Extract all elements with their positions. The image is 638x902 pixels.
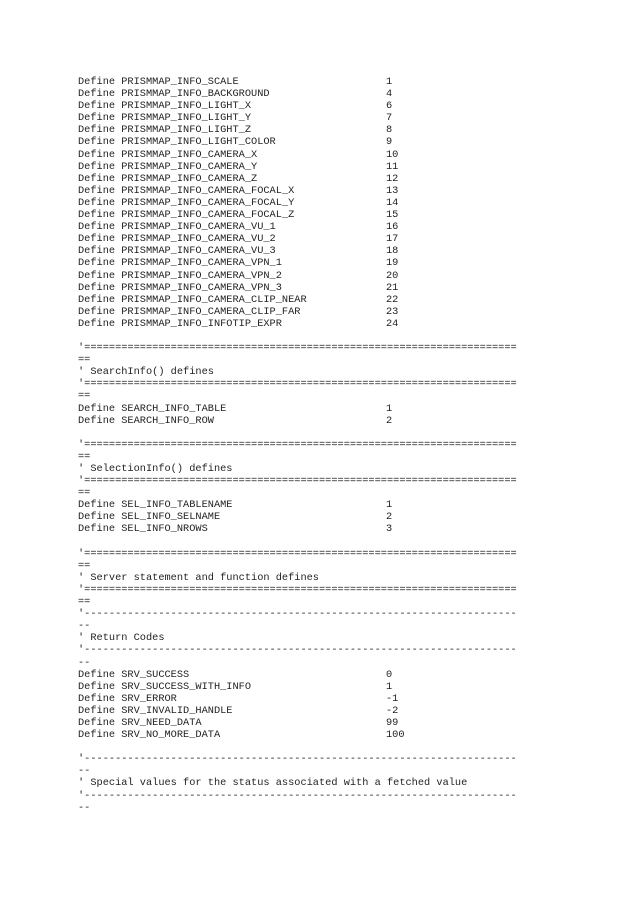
- define-line: [78, 499, 568, 511]
- comment-line: ==: [78, 487, 91, 500]
- define-line: [78, 403, 568, 415]
- define-name: Define PRISMMAP_INFO_LIGHT_Z: [78, 124, 252, 137]
- define-line: [78, 257, 568, 269]
- comment-line: ==: [78, 450, 91, 463]
- define-line: [78, 136, 568, 148]
- define-value: 19: [386, 257, 399, 270]
- define-value: 1: [386, 499, 393, 512]
- comment-line: ==: [78, 354, 91, 367]
- define-name: Define PRISMMAP_INFO_CAMERA_VPN_2: [78, 269, 282, 282]
- define-value: 2: [386, 511, 393, 524]
- define-line: [78, 511, 568, 523]
- define-value: 21: [386, 281, 399, 294]
- define-line: [78, 681, 568, 693]
- define-line: [78, 197, 568, 209]
- define-value: 1: [386, 76, 393, 88]
- define-value: 12: [386, 172, 399, 185]
- define-line: [78, 124, 568, 136]
- define-value: 1: [386, 680, 393, 693]
- define-name: Define SEL_INFO_TABLENAME: [78, 499, 233, 512]
- define-line: [78, 282, 568, 294]
- define-name: Define PRISMMAP_INFO_SCALE: [78, 76, 239, 88]
- define-line: [78, 161, 568, 173]
- define-line: [78, 415, 568, 427]
- define-name: Define PRISMMAP_INFO_CAMERA_CLIP_FAR: [78, 305, 301, 318]
- define-value: 10: [386, 148, 399, 161]
- comment-line: ==: [78, 559, 91, 572]
- define-name: Define PRISMMAP_INFO_BACKGROUND: [78, 88, 270, 101]
- define-name: Define SRV_SUCCESS_WITH_INFO: [78, 680, 252, 693]
- comment-line: ==: [78, 390, 91, 403]
- define-value: 24: [386, 317, 399, 330]
- define-value: 17: [386, 233, 399, 246]
- define-name: Define PRISMMAP_INFO_LIGHT_X: [78, 100, 252, 113]
- define-name: Define SEL_INFO_SELNAME: [78, 511, 221, 524]
- comment-line: ' SelectionInfo() defines: [78, 463, 233, 475]
- define-value: 4: [386, 88, 393, 101]
- define-line: [78, 318, 568, 330]
- define-line: [78, 209, 568, 221]
- define-name: Define SRV_SUCCESS: [78, 668, 190, 681]
- blank-line: [78, 330, 568, 342]
- define-name: Define SRV_ERROR: [78, 692, 177, 705]
- define-line: [78, 693, 568, 705]
- define-line: [78, 173, 568, 185]
- define-name: Define PRISMMAP_INFO_INFOTIP_EXPR: [78, 317, 282, 330]
- comment-line: '----------------------------------------------------------------------: [78, 789, 517, 802]
- define-line: [78, 88, 568, 100]
- define-line: [78, 112, 568, 124]
- define-value: 6: [386, 100, 393, 113]
- define-name: Define PRISMMAP_INFO_CAMERA_FOCAL_Z: [78, 209, 295, 222]
- blank-line: [78, 536, 568, 548]
- code-listing: [78, 76, 568, 814]
- comment-line: '----------------------------------------------------------------------: [78, 608, 517, 621]
- comment-line: ' Server statement and function defines: [78, 571, 319, 584]
- comment-line: ' Special values for the status associated with a fetched value: [78, 777, 468, 790]
- define-value: 11: [386, 160, 399, 173]
- define-name: Define PRISMMAP_INFO_CAMERA_VU_2: [78, 233, 276, 246]
- define-line: [78, 76, 568, 88]
- define-value: 18: [386, 245, 399, 258]
- define-name: Define PRISMMAP_INFO_LIGHT_Y: [78, 112, 252, 125]
- comment-line: --: [78, 620, 91, 633]
- define-name: Define SRV_NEED_DATA: [78, 716, 202, 729]
- define-value: 1: [386, 402, 393, 415]
- define-value: 22: [386, 293, 399, 306]
- define-name: Define SEARCH_INFO_ROW: [78, 414, 214, 427]
- blank-line: [78, 741, 568, 753]
- comment-line: ==: [78, 596, 91, 609]
- define-value: 8: [386, 124, 393, 137]
- define-name: Define PRISMMAP_INFO_CAMERA_FOCAL_Y: [78, 196, 295, 209]
- define-line: [78, 100, 568, 112]
- define-line: [78, 306, 568, 318]
- define-line: [78, 270, 568, 282]
- define-name: Define PRISMMAP_INFO_CAMERA_CLIP_NEAR: [78, 293, 307, 306]
- define-name: Define PRISMMAP_INFO_CAMERA_X: [78, 148, 258, 161]
- define-value: 14: [386, 196, 399, 209]
- define-value: 0: [386, 668, 393, 681]
- comment-line: '----------------------------------------------------------------------: [78, 644, 517, 657]
- define-value: 16: [386, 221, 399, 234]
- define-line: [78, 149, 568, 161]
- blank-line: [78, 427, 568, 439]
- define-name: Define SEL_INFO_NROWS: [78, 523, 208, 536]
- define-name: Define SRV_INVALID_HANDLE: [78, 704, 233, 717]
- define-value: 2: [386, 414, 393, 427]
- define-name: Define PRISMMAP_INFO_CAMERA_VPN_1: [78, 257, 282, 270]
- define-line: [78, 185, 568, 197]
- define-line: [78, 705, 568, 717]
- define-value: 13: [386, 184, 399, 197]
- define-value: 100: [386, 729, 405, 742]
- comment-line: --: [78, 656, 91, 669]
- define-name: Define PRISMMAP_INFO_CAMERA_Y: [78, 160, 258, 173]
- define-value: 23: [386, 305, 399, 318]
- define-value: 7: [386, 112, 393, 125]
- define-value: -2: [386, 704, 399, 717]
- comment-line: '----------------------------------------------------------------------: [78, 753, 517, 766]
- comment-line: '======================================================================: [78, 475, 517, 488]
- define-name: Define PRISMMAP_INFO_CAMERA_VU_1: [78, 221, 276, 234]
- define-name: Define PRISMMAP_INFO_CAMERA_FOCAL_X: [78, 184, 295, 197]
- define-name: Define PRISMMAP_INFO_CAMERA_VU_3: [78, 245, 276, 258]
- define-name: Define PRISMMAP_INFO_CAMERA_Z: [78, 172, 258, 185]
- define-line: [78, 729, 568, 741]
- comment-line: ' SearchInfo() defines: [78, 366, 214, 379]
- define-line: [78, 245, 568, 257]
- define-value: 3: [386, 523, 393, 536]
- define-line: [78, 669, 568, 681]
- define-value: 20: [386, 269, 399, 282]
- define-line: [78, 717, 568, 729]
- define-name: Define SRV_NO_MORE_DATA: [78, 729, 221, 742]
- define-name: Define PRISMMAP_INFO_CAMERA_VPN_3: [78, 281, 282, 294]
- define-line: [78, 221, 568, 233]
- define-name: Define SEARCH_INFO_TABLE: [78, 402, 227, 415]
- define-line: [78, 233, 568, 245]
- comment-line: '======================================================================: [78, 547, 517, 560]
- define-value: -1: [386, 692, 399, 705]
- define-line: [78, 294, 568, 306]
- comment-line: --: [78, 801, 91, 814]
- comment-line: ' Return Codes: [78, 632, 165, 645]
- comment-line: --: [78, 765, 91, 778]
- comment-line: '======================================================================: [78, 378, 517, 391]
- define-line: [78, 523, 568, 535]
- define-value: 15: [386, 209, 399, 222]
- comment-line: '======================================================================: [78, 583, 517, 596]
- define-value: 99: [386, 716, 399, 729]
- comment-line: '======================================================================: [78, 438, 517, 451]
- comment-line: '======================================================================: [78, 342, 517, 355]
- define-value: 9: [386, 136, 393, 149]
- define-name: Define PRISMMAP_INFO_LIGHT_COLOR: [78, 136, 276, 149]
